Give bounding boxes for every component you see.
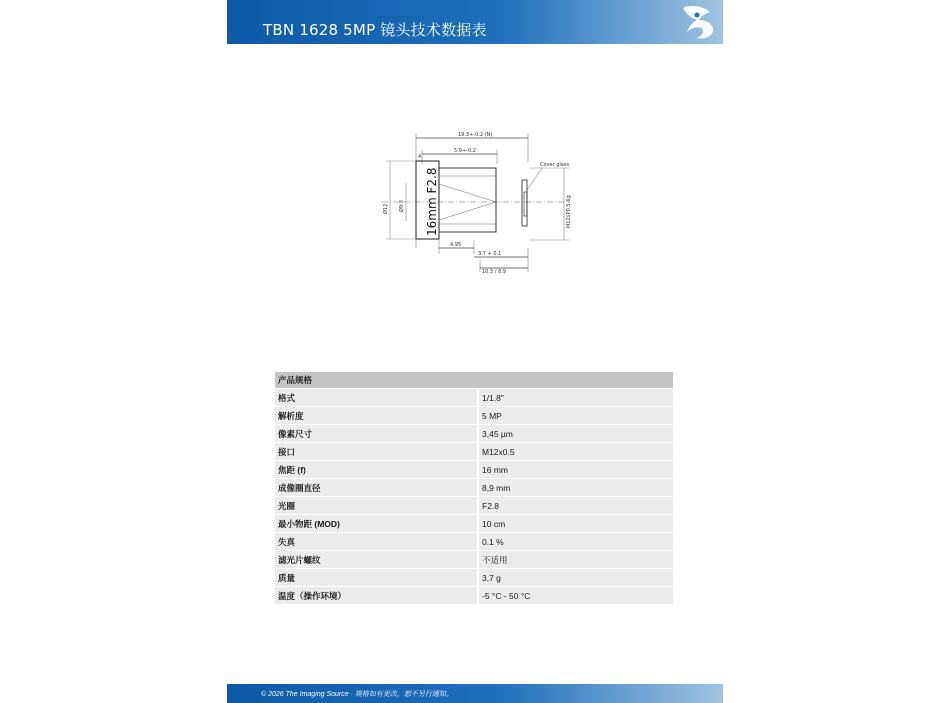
spec-label: 光圈	[275, 497, 478, 515]
dim-outer-diameter: Ø12	[383, 203, 389, 214]
table-row	[275, 587, 673, 605]
header-bar	[227, 0, 723, 44]
spec-label: 成像圈直径	[275, 479, 478, 497]
spec-label: 焦距 (f)	[275, 461, 478, 479]
table-row	[275, 569, 673, 587]
table-row	[275, 479, 673, 497]
spec-label: 滤光片螺纹	[275, 551, 478, 569]
table-row	[275, 533, 673, 551]
table-row	[275, 461, 673, 479]
table-row	[275, 515, 673, 533]
spec-value: M12x0.5	[478, 443, 673, 461]
spec-label: 失真	[275, 533, 478, 551]
spec-table	[275, 372, 673, 605]
spec-label: 接口	[275, 443, 478, 461]
spec-label: 温度（操作环境）	[275, 587, 478, 605]
spec-value: -5 °C - 50 °C	[478, 587, 673, 605]
table-header-row	[275, 372, 673, 389]
lens-label: 16mm F2.8	[425, 167, 439, 236]
footer-text: © 2026 The Imaging Source · 规格如有更改，恕不另行通知。	[261, 691, 453, 698]
spec-value: 5 MP	[478, 407, 673, 425]
dim-body-length: 5.9+-0.2	[454, 148, 476, 154]
dim-base: 4.95	[450, 242, 462, 248]
spec-label: 解析度	[275, 407, 478, 425]
spec-value: 3,7 g	[478, 569, 673, 587]
dim-short: 4	[418, 154, 422, 160]
footer-bar	[227, 684, 723, 703]
table-row	[275, 425, 673, 443]
spec-value: 16 mm	[478, 461, 673, 479]
spec-label: 像素尺寸	[275, 425, 478, 443]
spec-value: 1/1.8"	[478, 389, 673, 407]
table-row	[275, 389, 673, 407]
spec-label: 格式	[275, 389, 478, 407]
spec-label: 最小物距 (MOD)	[275, 515, 478, 533]
dim-bottom-2: 10.3 / 8.9	[482, 269, 506, 275]
table-row	[275, 551, 673, 569]
dim-bottom-1: 3.7 + 0.1	[478, 251, 502, 257]
spec-value: 不适用	[478, 551, 673, 569]
lens-technical-drawing	[370, 128, 580, 278]
section-title: 产品规格	[275, 372, 673, 389]
spec-value: 8,9 mm	[478, 479, 673, 497]
spec-value: 0.1 %	[478, 533, 673, 551]
cover-glass-label: Cover glass	[540, 162, 570, 168]
table-row	[275, 497, 673, 515]
thread-dimension: M12xP0.5-6g	[566, 195, 572, 228]
dim-total-length: 19.3+-0.2 (N)	[458, 132, 493, 138]
spec-value: 10 cm	[478, 515, 673, 533]
dim-inner-diameter: Ø9.3	[399, 200, 405, 212]
spec-value: 3,45 µm	[478, 425, 673, 443]
the-imaging-source-logo-icon	[677, 2, 717, 42]
spec-value: F2.8	[478, 497, 673, 515]
table-row	[275, 407, 673, 425]
spec-label: 质量	[275, 569, 478, 587]
page-title: TBN 1628 5MP 镜头技术数据表	[263, 21, 487, 39]
table-row	[275, 443, 673, 461]
